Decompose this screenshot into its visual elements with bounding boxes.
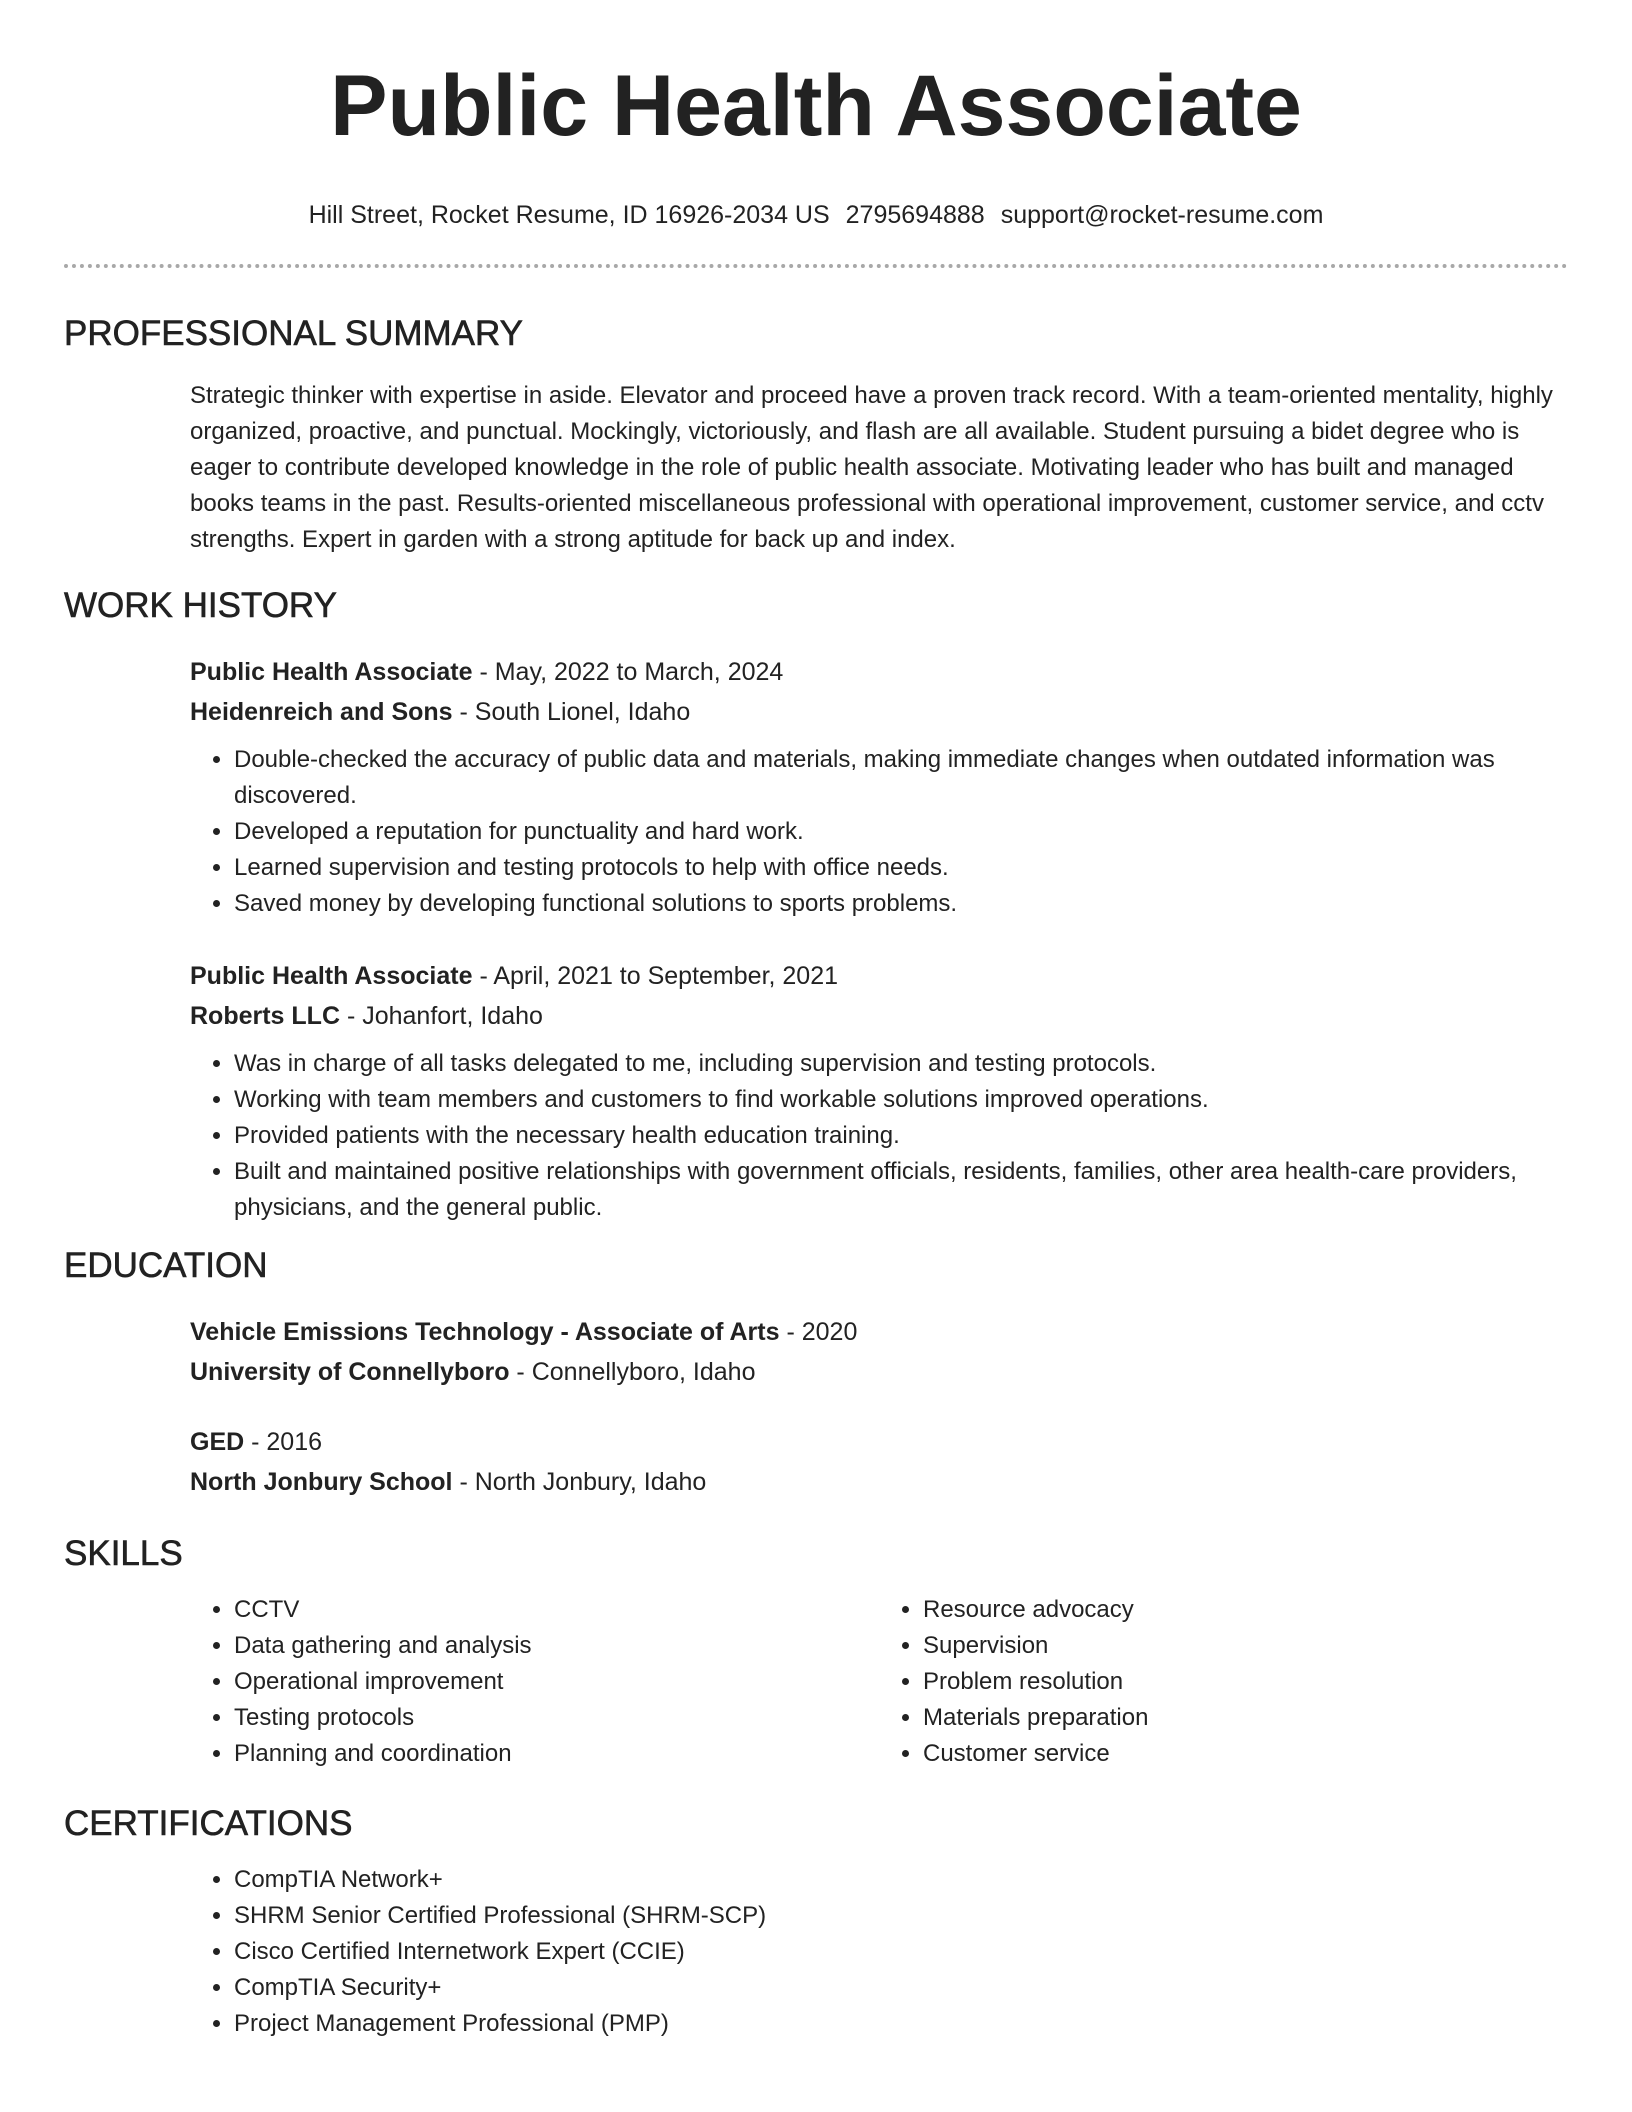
contact-info [64, 200, 1568, 230]
certifications-list [190, 1862, 1568, 2042]
degree-year: - 2020 [779, 1318, 858, 1346]
summary-section [64, 312, 1568, 558]
skill-item: • Testing protocols [234, 1700, 879, 1736]
skill-item: • CCTV [234, 1592, 879, 1628]
certification-item: • CompTIA Security+ [234, 1970, 1568, 2006]
contact-email: support@rocket-resume.com [1000, 201, 1324, 229]
job-duty: • Was in charge of all tasks delegated to me, including supervision and testing protocols. [234, 1046, 1568, 1082]
skill-item: • Problem resolution [923, 1664, 1568, 1700]
job-duty: • Provided patients with the necessary health education training. [234, 1118, 1568, 1154]
job-duty: • Saved money by developing functional solutions to sports problems. [234, 886, 1568, 922]
skill-item: • Materials preparation [923, 1700, 1568, 1736]
job-title-line [190, 956, 1568, 996]
certification-item: • Project Management Professional (PMP) [234, 2006, 1568, 2042]
job-duty: • Double-checked the accuracy of public data and materials, making immediate changes when outdated information was discovered. [234, 742, 1568, 814]
skills-columns [190, 1592, 1568, 1772]
certification-item: • SHRM Senior Certified Professional (SHRM-SCP) [234, 1898, 1568, 1934]
header-divider [64, 264, 1568, 268]
job-role: Public Health Associate [190, 658, 473, 686]
certifications-heading: CERTIFICATIONS [64, 1804, 353, 1843]
school-line [190, 1352, 1568, 1392]
skill-item: • Operational improvement [234, 1664, 879, 1700]
degree-line [190, 1312, 1568, 1352]
job-duties [190, 742, 1568, 922]
job-company: Heidenreich and Sons [190, 698, 453, 726]
degree-name: GED [190, 1428, 245, 1456]
skills-list-left [190, 1592, 879, 1772]
education-entry [190, 1422, 1568, 1502]
skills-heading: SKILLS [64, 1534, 183, 1573]
summary-text: Strategic thinker with expertise in aside. Elevator and proceed have a proven track record. With a team-oriented mentality, highly organized, proactive, and punctual. Mockingly, victoriously, and flash are all available. Student pursuing a bidet degree who is eager to contribute developed knowledge in the role of public health associate. Motivating leader who has built and managed books teams in the past. Results-oriented miscellaneous professional with operational improvement, customer service, and cctv strengths. Expert in garden with a strong aptitude for back up and index. [190, 382, 1553, 553]
job-location: - Johanfort, Idaho [340, 1002, 543, 1030]
work-history-section [64, 584, 1568, 1226]
degree-line [190, 1422, 1568, 1462]
certification-item: • CompTIA Network+ [234, 1862, 1568, 1898]
job-dates: - April, 2021 to September, 2021 [472, 962, 839, 990]
job-entry [190, 652, 1568, 922]
work-history-heading: WORK HISTORY [64, 586, 337, 625]
skill-item: • Resource advocacy [923, 1592, 1568, 1628]
degree-year: - 2016 [244, 1428, 323, 1456]
school-line [190, 1462, 1568, 1502]
job-company-line [190, 692, 1568, 732]
school-name: University of Connellyboro [190, 1358, 510, 1386]
skill-item: • Customer service [923, 1736, 1568, 1772]
job-duty: • Built and maintained positive relationships with government officials, residents, families, other area health-care providers, physicians, and the general public. [234, 1154, 1568, 1226]
job-dates: - May, 2022 to March, 2024 [472, 658, 784, 686]
job-duty: • Working with team members and customers to find workable solutions improved operations. [234, 1082, 1568, 1118]
skills-list-right [879, 1592, 1568, 1772]
education-entry [190, 1312, 1568, 1392]
school-location: - Connellyboro, Idaho [509, 1358, 756, 1386]
skill-item: • Supervision [923, 1628, 1568, 1664]
certification-item: • Cisco Certified Internetwork Expert (CCIE) [234, 1934, 1568, 1970]
school-location: - North Jonbury, Idaho [452, 1468, 707, 1496]
school-name: North Jonbury School [190, 1468, 453, 1496]
job-duties [190, 1046, 1568, 1226]
skill-item: • Data gathering and analysis [234, 1628, 879, 1664]
job-role: Public Health Associate [190, 962, 473, 990]
contact-address: Hill Street, Rocket Resume, ID 16926-2034 US [308, 201, 830, 229]
job-title-line [190, 652, 1568, 692]
education-section [64, 1244, 1568, 1502]
job-location: - South Lionel, Idaho [452, 698, 691, 726]
job-company: Roberts LLC [190, 1002, 340, 1030]
job-company-line [190, 996, 1568, 1036]
contact-phone: 2795694888 [845, 201, 985, 229]
degree-name: Vehicle Emissions Technology - Associate of Arts [190, 1318, 780, 1346]
job-duty: • Developed a reputation for punctuality and hard work. [234, 814, 1568, 850]
candidate-name: Public Health Associate [330, 58, 1302, 154]
skill-item: • Planning and coordination [234, 1736, 879, 1772]
skills-section [64, 1532, 1568, 1772]
education-heading: EDUCATION [64, 1246, 268, 1285]
certifications-section [64, 1802, 1568, 2042]
job-entry [190, 956, 1568, 1226]
job-duty: • Learned supervision and testing protocols to help with office needs. [234, 850, 1568, 886]
summary-heading: PROFESSIONAL SUMMARY [64, 314, 523, 353]
